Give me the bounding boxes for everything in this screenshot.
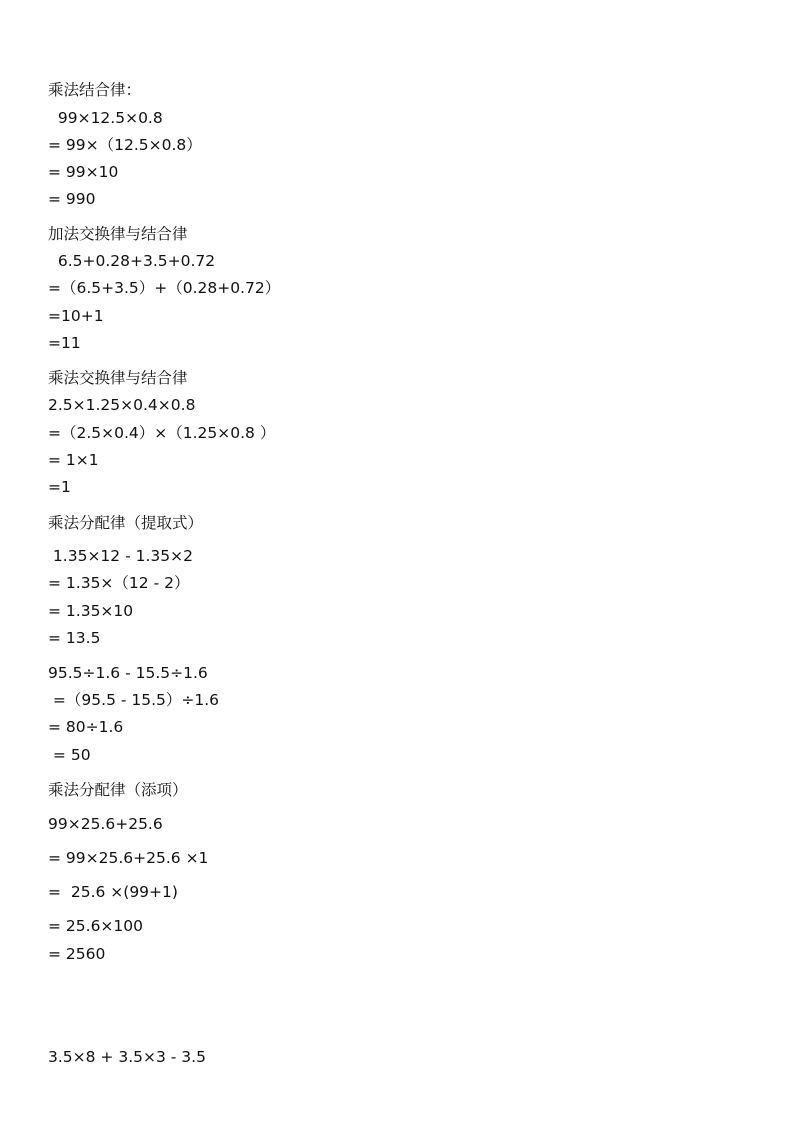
equation-line: 2.5×1.25×0.4×0.8 [48, 396, 196, 414]
section-title: 加法交换律与结合律 [48, 225, 188, 243]
equation-line: = 25.6×100 [48, 917, 143, 935]
equation-line: =11 [48, 334, 81, 352]
equation-line: =（2.5×0.4）×（1.25×0.8 ） [48, 424, 276, 442]
equation-line: 95.5÷1.6 - 15.5÷1.6 [48, 664, 208, 682]
equation-line: =10+1 [48, 307, 104, 325]
equation-line: = 990 [48, 190, 96, 208]
equation-line: = 25.6 ×(99+1) [48, 883, 178, 901]
equation-line: 1.35×12 - 1.35×2 [48, 547, 193, 565]
equation-line: = 99×25.6+25.6 ×1 [48, 849, 209, 867]
equation-line: 6.5+0.28+3.5+0.72 [48, 252, 216, 270]
section-title: 乘法分配律（提取式） [48, 514, 204, 532]
equation-line: 3.5×8 + 3.5×3 - 3.5 [48, 1048, 206, 1066]
equation-line: = 50 [48, 746, 91, 764]
equation-line: = 1.35×（12 - 2） [48, 574, 190, 592]
equation-line: = 13.5 [48, 629, 101, 647]
equation-line: = 99×（12.5×0.8） [48, 136, 202, 154]
equation-line: = 80÷1.6 [48, 718, 124, 736]
equation-line: =1 [48, 478, 71, 496]
equation-line: = 99×10 [48, 163, 119, 181]
equation-line: 99×25.6+25.6 [48, 815, 163, 833]
section-title: 乘法交换律与结合律 [48, 369, 188, 387]
equation-line: = 1.35×10 [48, 602, 134, 620]
equation-line: =（6.5+3.5）+（0.28+0.72） [48, 279, 281, 297]
equation-line: 99×12.5×0.8 [48, 109, 163, 127]
section-title: 乘法分配律（添项） [48, 781, 188, 799]
equation-line: = 1×1 [48, 451, 99, 469]
section-title: 乘法结合律： [48, 81, 142, 99]
equation-line: = 2560 [48, 945, 106, 963]
equation-line: =（95.5 - 15.5）÷1.6 [48, 691, 220, 709]
